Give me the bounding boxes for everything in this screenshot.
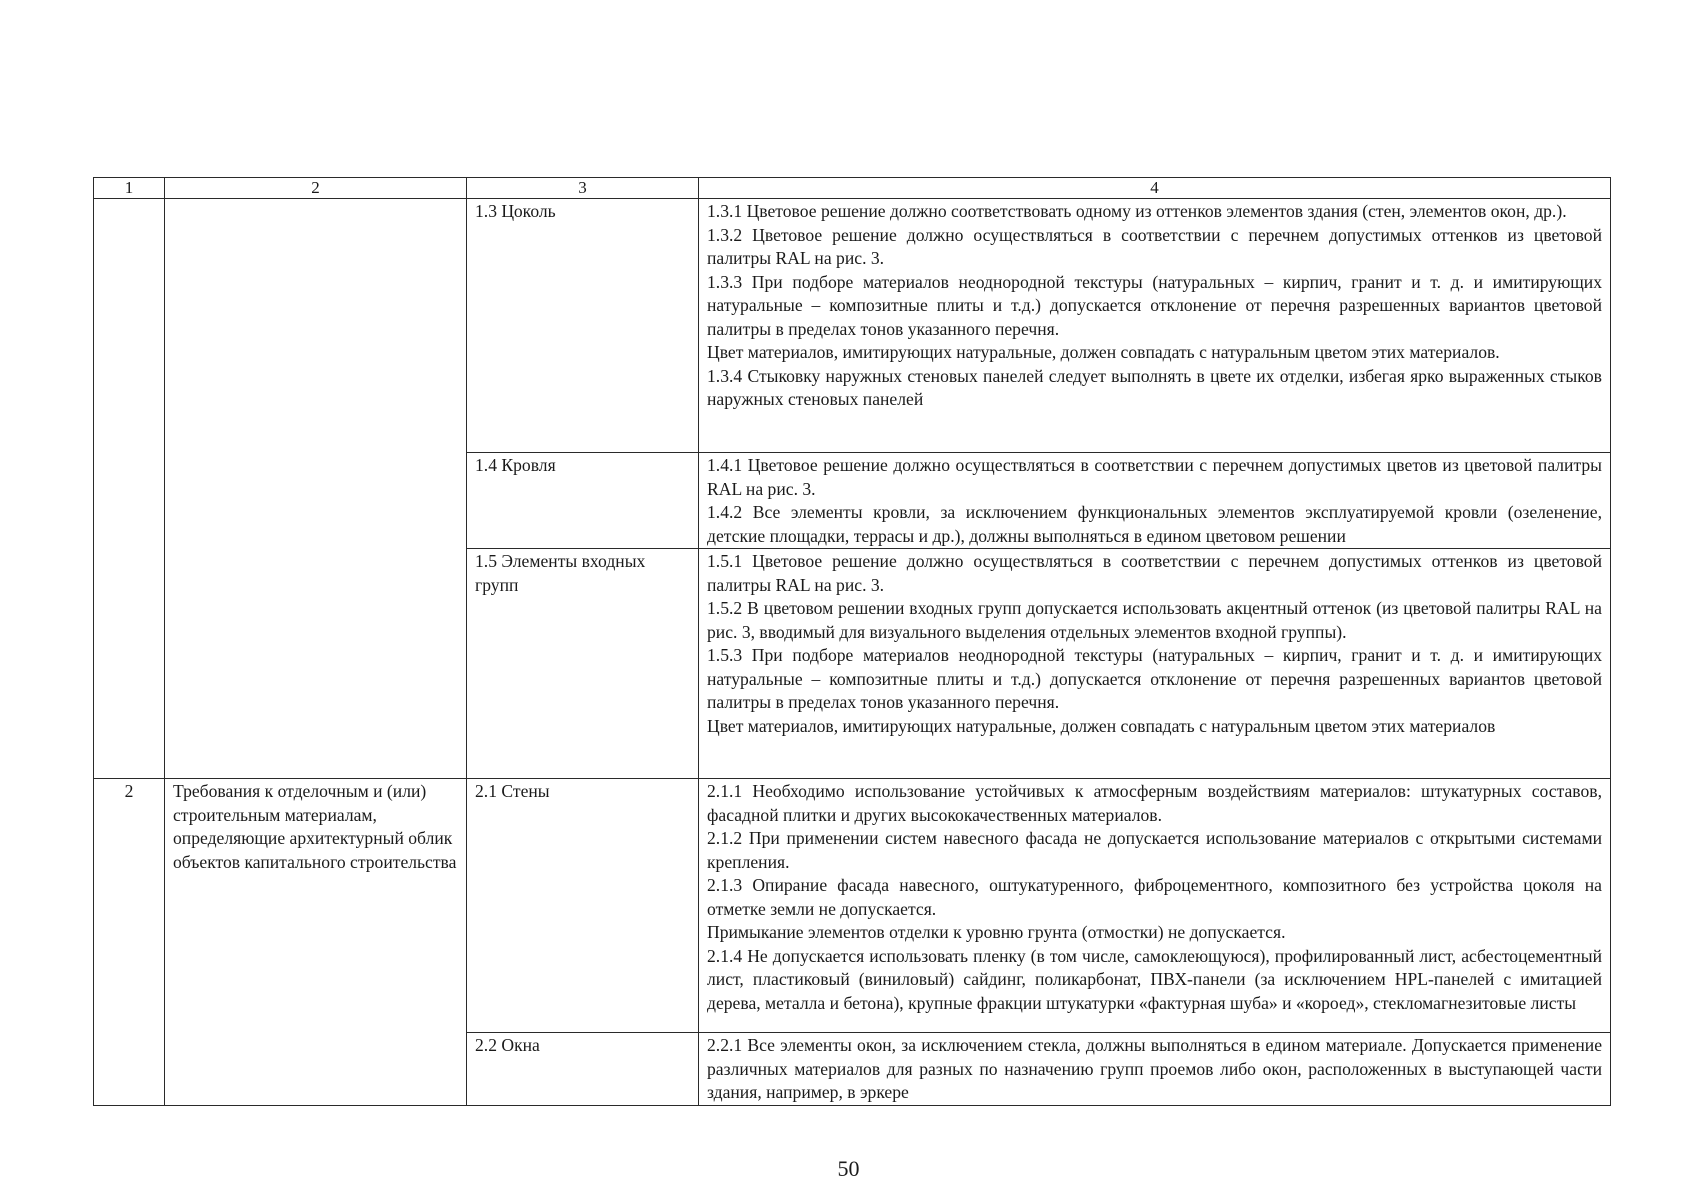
header-cell-3: 3 (467, 178, 699, 199)
paragraph: 2.1.2 При применении систем навесного фасада не допускается использование материалов с открытыми системами крепления. (707, 828, 1602, 872)
paragraph: 1.4.2 Все элементы кровли, за исключением функциональных элементов эксплуатируемой кровли (озеленение, детские площадки, террасы и др.), должны выполняться в едином цветовом решении (707, 502, 1602, 546)
paragraph: 1.5.2 В цветовом решении входных групп допускается использовать акцентный оттенок (из цветовой палитры RAL на рис. 3, вводимый для визуального выделения отдельных элементов входной группы). (707, 598, 1602, 642)
paragraph: 2.2.1 Все элементы окон, за исключением стекла, должны выполняться в едином материале. Допускается применение различных материалов для разных по назначению групп проемов либо окон, расположенных в выступающей части здания, например, в эркере (707, 1035, 1602, 1102)
paragraph: 1.3.3 При подборе материалов неоднородной текстуры (натуральных – кирпич, гранит и т. д. и имитирующих натуральные – композитные плиты и т.д.) допускается отклонение от перечня разрешенных вариантов цветовой палитры в пределах тонов указанного перечня. (707, 271, 1602, 339)
header-cell-4: 4 (699, 178, 1611, 199)
requirement-text-cell (699, 549, 1611, 779)
header-cell-2: 2 (165, 178, 467, 199)
paragraph: Цвет материалов, имитирующих натуральные, должен совпадать с натуральным цветом этих материалов. (707, 342, 1500, 362)
requirement-text-cell (699, 199, 1611, 453)
table-row (94, 779, 1611, 1033)
paragraph: Цвет материалов, имитирующих натуральные, должен совпадать с натуральным цветом этих материалов (707, 715, 1496, 736)
requirement-text-cell (699, 779, 1611, 1033)
paragraph: 1.3.1 Цветовое решение должно соответствовать одному из оттенков элементов здания (стен, элементов окон, др.). (707, 201, 1567, 221)
requirements-table (93, 177, 1611, 1106)
table-header-row (94, 178, 1611, 199)
paragraph: 1.3.2 Цветовое решение должно осуществляться в соответствии с перечнем допустимых оттенков из цветовой палитры RAL на рис. 3. (707, 224, 1602, 268)
element-cell: 1.3 Цоколь (467, 199, 699, 453)
element-cell: 2.1 Стены (467, 779, 699, 1033)
paragraph: 2.1.4 Не допускается использовать пленку (в том числе, самоклеющуюся), профилированный лист, асбестоцементный лист, пластиковый (виниловый) сайдинг, поликарбонат, ПВХ-панели (за исключением HPL-панелей с имитацией дерева, металла и бетона), крупные фракции штукатурки «фактурная шуба» и «короед», стекломагнезитовые листы (707, 945, 1602, 1013)
paragraph: 1.3.4 Стыковку наружных стеновых панелей следует выполнять в цвете их отделки, избегая ярко выраженных стыков наружных стеновых панелей (707, 365, 1602, 409)
element-cell: 1.4 Кровля (467, 453, 699, 549)
table-row (94, 199, 1611, 453)
paragraph: 2.1.3 Опирание фасада навесного, оштукатуренного, фиброцементного, композитного без устройства цоколя на отметке земли не допускается. (707, 875, 1602, 919)
row-number-cell: 2 (94, 779, 165, 1106)
paragraph: Примыкание элементов отделки к уровню грунта (отмостки) не допускается. (707, 922, 1286, 942)
requirement-name-cell (165, 199, 467, 779)
paragraph: 1.5.3 При подборе материалов неоднородной текстуры (натуральных – кирпич, гранит и т. д. и имитирующих натуральные – композитные плиты и т.д.) допускается отклонение от перечня разрешенных вариантов цветовой палитры в пределах тонов указанного перечня. (707, 645, 1602, 712)
element-cell: 2.2 Окна (467, 1033, 699, 1106)
paragraph: 1.4.1 Цветовое решение должно осуществляться в соответствии с перечнем допустимых цветов из цветовой палитры RAL на рис. 3. (707, 455, 1602, 499)
element-cell: 1.5 Элементы входных групп (467, 549, 699, 779)
row-number-cell (94, 199, 165, 779)
header-cell-1: 1 (94, 178, 165, 199)
requirement-name-cell: Требования к отделочным и (или) строительным материалам, определяющие архитектурный облик объектов капитального строительства (165, 779, 467, 1106)
paragraph: 2.1.1 Необходимо использование устойчивых к атмосферным воздействиям материалов: штукатурных составов, фасадной плитки и других высококачественных материалов. (707, 781, 1602, 825)
requirement-text-cell (699, 1033, 1611, 1106)
paragraph: 1.5.1 Цветовое решение должно осуществляться в соответствии с перечнем допустимых оттенков из цветовой палитры RAL на рис. 3. (707, 551, 1602, 595)
requirement-text-cell (699, 453, 1611, 549)
page-number: 50 (837, 1156, 860, 1181)
